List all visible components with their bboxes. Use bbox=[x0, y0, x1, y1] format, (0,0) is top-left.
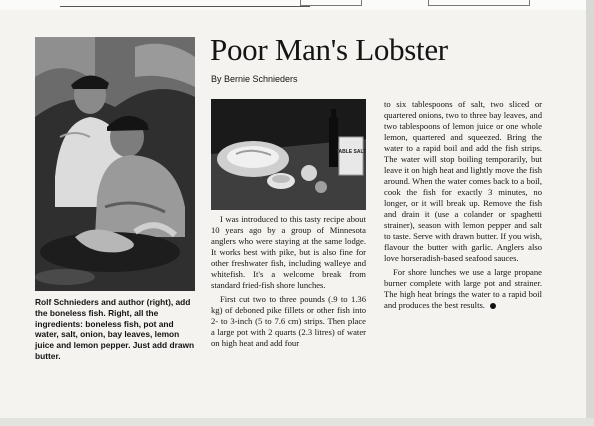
paragraph-last bbox=[384, 267, 542, 311]
paragraph: to six tablespoons of salt, two sliced or quartered onions, two to three bay leaves, and two tablespoons of lemon juice or one whole lemon, quartered and squeezed. Bring the water to a rapid boil and add the fish strips. The water will stop boiling temporarily, but leave it on high heat and lightly move the fish around. When the water comes back to a boil, cook the fish for exactly 3 minutes, no longer, or it will break up. Remove the fish and drain it (use a colander or spaghetti strainer), season with lemon pepper and salt to taste. Serve with drawn butter. If you wish, flavour the butter with garlic. Anglers also love horseradish-based seafood sauces. bbox=[384, 99, 542, 263]
top-box bbox=[428, 0, 530, 6]
photo-anglers bbox=[35, 37, 195, 291]
top-box bbox=[300, 0, 362, 6]
paragraph: I was introduced to this tasty recipe about 10 years ago by a group of Minnesota anglers who were staying at the same lodge. It works best with pike, but is also fine for other freshwater fish, including walleye and whitefish. It's a welcome break from standard fried-fish shore lunches. bbox=[211, 214, 366, 290]
page-title: Poor Man's Lobster bbox=[210, 32, 448, 67]
paragraph-text: For shore lunches we use a large propane burner complete with large pot and strainer. The high heat brings the water to a rapid boil and produces the best results. bbox=[384, 267, 542, 310]
article-column-right bbox=[384, 99, 542, 314]
photo-caption: Rolf Schnieders and author (right), add the boneless fish. Right, all the ingredients: boneless fish, pot and water, salt, onion, bay leaves, lemon juice and lemon pepper. Just add drawn butter. bbox=[35, 297, 195, 361]
end-mark-icon bbox=[490, 303, 496, 309]
scan-edge bbox=[0, 418, 594, 426]
photo-ingredients bbox=[211, 99, 366, 210]
salt-box-label: TABLE SALT bbox=[335, 149, 366, 155]
top-rule bbox=[60, 6, 310, 7]
scan-edge bbox=[586, 0, 594, 426]
article-column-middle bbox=[211, 214, 366, 352]
byline: By Bernie Schnieders bbox=[211, 74, 298, 84]
paragraph: First cut two to three pounds (.9 to 1.36 kg) of deboned pike fillets or other fish into 2- to 3-inch (5 to 7.6 cm) strips. Then place a large pot with 2 quarts (2.3 litres) of water on high heat and add four bbox=[211, 294, 366, 348]
